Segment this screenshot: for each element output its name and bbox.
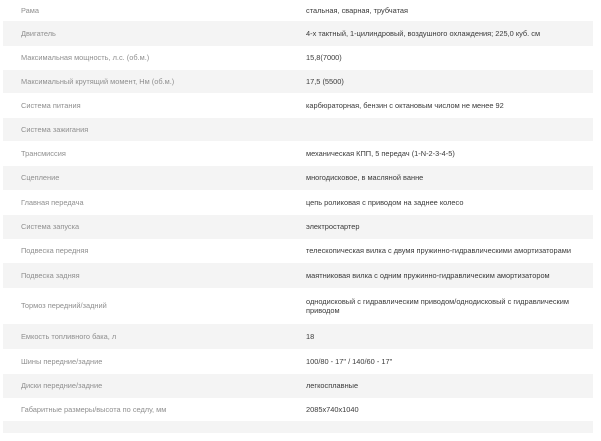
spec-value: электростартер	[289, 215, 593, 239]
spec-value: 4-х тактный, 1-цилиндровый, воздушного охлаждения; 225,0 куб. см	[289, 21, 593, 46]
spec-label: Максимальный крутящий момент, Нм (об.м.)	[3, 70, 289, 93]
spec-value: 18	[289, 324, 593, 349]
spec-value: 2085x740x1040	[289, 398, 593, 421]
table-row	[3, 324, 593, 349]
spec-value: карбюраторная, бензин с октановым числом не менее 92	[289, 93, 593, 118]
spec-label: Система питания	[3, 93, 289, 118]
table-row	[3, 263, 593, 288]
table-row	[3, 421, 593, 433]
table-row	[3, 349, 593, 374]
spec-value: легкосплавные	[289, 374, 593, 398]
spec-value: стальная, сварная, трубчатая	[289, 0, 593, 21]
spec-label: Емкость топливного бака, л	[3, 324, 289, 349]
table-row	[3, 215, 593, 239]
spec-label: Тормоз передний/задний	[3, 288, 289, 324]
table-row	[3, 374, 593, 398]
table-row	[3, 46, 593, 70]
table-row	[3, 166, 593, 190]
spec-value: цепь роликовая с приводом на заднее колесо	[289, 190, 593, 215]
spec-label: Диски передние/задние	[3, 374, 289, 398]
table-row	[3, 93, 593, 118]
spec-value: маятниковая вилка с одним пружинно-гидравлическим амортизатором	[289, 263, 593, 288]
spec-label: Габаритные размеры/высота по седлу, мм	[3, 398, 289, 421]
spec-label: Двигатель	[3, 21, 289, 46]
table-row	[3, 398, 593, 421]
spec-label: Рама	[3, 0, 289, 21]
table-row	[3, 21, 593, 46]
table-row	[3, 70, 593, 93]
table-row	[3, 0, 593, 21]
spec-value: 15,8(7000)	[289, 46, 593, 70]
spec-value: 17,5 (5500)	[289, 70, 593, 93]
spec-label: Подвеска передняя	[3, 239, 289, 263]
spec-value: 100/80 - 17" / 140/60 - 17"	[289, 349, 593, 374]
table-row	[3, 141, 593, 166]
table-row	[3, 118, 593, 141]
spec-label	[3, 421, 289, 433]
table-row	[3, 239, 593, 263]
spec-label: Трансмиссия	[3, 141, 289, 166]
spec-label: Максимальная мощность, л.с. (об.м.)	[3, 46, 289, 70]
spec-label: Подвеска задняя	[3, 263, 289, 288]
spec-label: Главная передача	[3, 190, 289, 215]
spec-value: телескопическая вилка с двумя пружинно-гидравлическими амортизаторами	[289, 239, 593, 263]
spec-label: Система зажигания	[3, 118, 289, 141]
spec-label: Сцепление	[3, 166, 289, 190]
table-row	[3, 288, 593, 324]
spec-value: многодисковое, в масляной ванне	[289, 166, 593, 190]
spec-label: Система запуска	[3, 215, 289, 239]
spec-label: Шины передние/задние	[3, 349, 289, 374]
spec-value: однодисковый с гидравлическим приводом/однодисковый с гидравлическим приводом	[289, 288, 593, 324]
specifications-table	[3, 0, 593, 433]
spec-value	[289, 421, 593, 433]
spec-value	[289, 118, 593, 141]
table-row	[3, 190, 593, 215]
spec-value: механическая КПП, 5 передач (1-N-2-3-4-5)	[289, 141, 593, 166]
